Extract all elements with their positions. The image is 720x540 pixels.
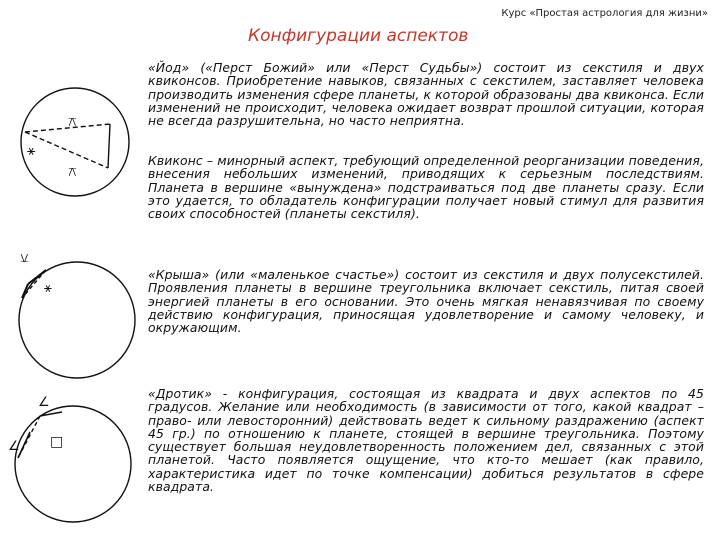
dart-diagram (6, 388, 136, 538)
semisextile-icon: ⚺ (20, 251, 29, 266)
square-icon: □ (50, 434, 64, 450)
yod-quincunx-line-lower (25, 132, 108, 168)
course-header: Курс «Простая астрология для жизни» (501, 8, 708, 19)
roof-diagram (8, 240, 138, 380)
dart-paragraph: «Дротик» - конфигурация, состоящая из квадрата и двух аспектов по 45 градусов. Желание или необходимость (в зависимости от того, какой квадрат – право- или левосторонний) действовать ведет к сильному раздражению (аспект 45 гр.) по отношению к планете, стоящей в вершине треугольника. Поэтому существует большая неудовлетворенность положением дел, связанных с этой планетой. Часто появляется ощущение, что кто-то мешает (как правило, характеристика идет по точке компенсации) добиться результатов в сфере квадрата. (148, 386, 704, 495)
sextile-icon: ⚹ (27, 143, 36, 159)
quincunx-icon: ⚻ (68, 165, 77, 180)
yod-figure (16, 78, 116, 198)
roof-figure (8, 240, 138, 380)
sextile-icon: ⚹ (44, 281, 52, 296)
quincunx-icon: ⚻ (68, 115, 77, 130)
semisquare-icon: ∠ (8, 439, 20, 454)
quincunx-paragraph: Квиконс – минорный аспект, требующий определенной реорганизации поведения, внесения небольших изменений, приводящих к серьезным последствиям. Планета в вершине «вынуждена» подстраиваться под две планеты сразу. Если это удается, то обладатель конфигурации получает новый стимул для развития своих способностей (планеты секстиля). (148, 153, 704, 222)
dart-figure (6, 388, 136, 538)
dart-semisquare-line-lower (18, 432, 30, 458)
semisquare-icon: ∠ (38, 395, 50, 410)
roof-paragraph: «Крыша» (или «маленькое счастье») состоит из секстиля и двух полусекстилей. Проявления планеты в вершине треугольника включает секстиль, питая своей энергией планеты в его основании. Это очень мягкая ненавязчивая по своему действию конфигурация, приносящая удовлетворение и самому человеку, и окружающим. (148, 267, 704, 336)
dart-circle (15, 406, 131, 522)
yod-sextile-line (108, 124, 110, 168)
yod-diagram (16, 78, 116, 198)
roof-circle (19, 262, 135, 378)
yod-paragraph: «Йод» («Перст Божий» или «Перст Судьбы») состоит из секстиля и двух квиконсов. Приобретение навыков, связанных с секстилем, заставляет человека производить изменения сфере планеты, к которой образованы два квиконса. Если изменений не происходит, человека ожидает возврат прошлой ситуации, которая не всегда разрушительна, но часто неприятна. (148, 60, 704, 129)
page-title: Конфигурации аспектов (248, 26, 469, 46)
